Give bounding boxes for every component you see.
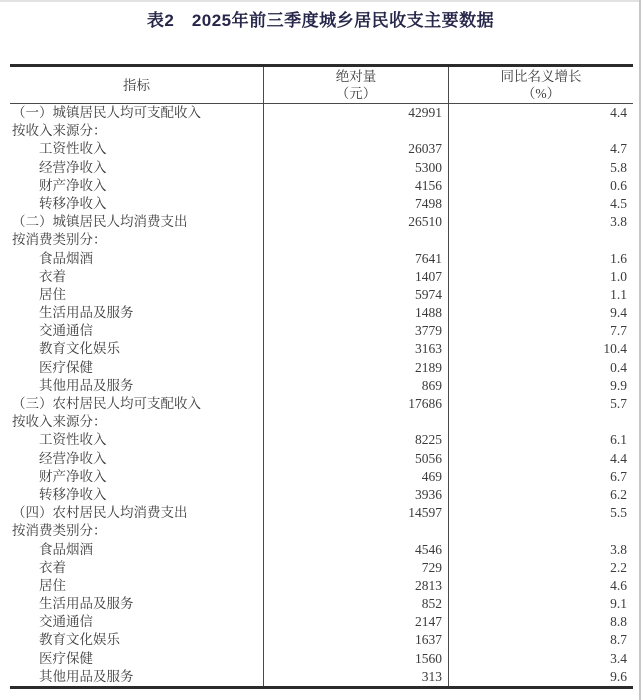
income-expenditure-table <box>10 64 633 689</box>
row-growth-value: 6.7 <box>448 468 633 486</box>
row-indicator-label: 按消费类别分： <box>12 232 107 248</box>
row-absolute-value: 1407 <box>263 268 448 286</box>
table-row <box>10 377 633 395</box>
row-absolute-value: 5300 <box>263 159 448 177</box>
header-indicator-label: 指标 <box>123 77 150 93</box>
table-row <box>10 231 633 249</box>
row-indicator-label: 食品烟酒 <box>39 541 93 557</box>
row-growth-value: 9.6 <box>448 668 633 686</box>
table-row <box>10 577 633 595</box>
row-growth-value: 8.8 <box>448 613 633 631</box>
row-growth-value: 4.7 <box>448 140 633 158</box>
table-header-row <box>10 67 633 104</box>
row-indicator-label: 交通通信 <box>39 323 93 339</box>
row-absolute-value: 5974 <box>263 286 448 304</box>
table-row <box>10 268 633 286</box>
row-growth-value: 7.7 <box>448 322 633 340</box>
row-absolute-value: 7498 <box>263 195 448 213</box>
row-growth-value: 1.6 <box>448 250 633 268</box>
row-absolute-value: 7641 <box>263 250 448 268</box>
row-indicator-label: 生活用品及服务 <box>39 305 134 321</box>
row-growth-value: 5.5 <box>448 504 633 522</box>
row-indicator-label: 生活用品及服务 <box>39 596 134 612</box>
row-absolute-value: 2813 <box>263 577 448 595</box>
row-indicator-label: 教育文化娱乐 <box>39 341 120 357</box>
row-absolute-value: 8225 <box>263 431 448 449</box>
row-indicator-label: 食品烟酒 <box>39 250 93 266</box>
row-absolute-value <box>263 231 448 249</box>
row-indicator-label: （一）城镇居民人均可支配收入 <box>12 105 201 120</box>
row-growth-value: 1.0 <box>448 268 633 286</box>
row-absolute-value: 2189 <box>263 359 448 377</box>
header-absolute-line2: （元） <box>335 86 377 101</box>
row-absolute-value: 313 <box>263 668 448 686</box>
row-growth-value <box>448 522 633 540</box>
row-growth-value: 0.6 <box>448 177 633 195</box>
row-growth-value: 9.1 <box>448 595 633 613</box>
table-row <box>10 213 633 231</box>
row-indicator-label: 其他用品及服务 <box>39 377 134 393</box>
row-indicator-label: 经营净收入 <box>39 450 107 466</box>
row-growth-value: 8.7 <box>448 631 633 649</box>
row-indicator-label: 衣着 <box>39 268 66 284</box>
row-indicator-label: （二）城镇居民人均消费支出 <box>12 214 188 230</box>
row-indicator-label: 居住 <box>39 286 66 302</box>
table-row <box>10 522 633 540</box>
header-growth-line1: 同比名义增长 <box>500 69 582 84</box>
row-absolute-value: 4546 <box>263 541 448 559</box>
row-absolute-value: 3936 <box>263 486 448 504</box>
row-indicator-label: （四）农村居民人均消费支出 <box>12 505 188 521</box>
row-indicator-label: 居住 <box>39 577 66 593</box>
row-growth-value: 10.4 <box>448 340 633 358</box>
table-row <box>10 304 633 322</box>
row-growth-value: 9.4 <box>448 304 633 322</box>
row-growth-value: 9.9 <box>448 377 633 395</box>
row-absolute-value: 26510 <box>263 213 448 231</box>
row-absolute-value: 1560 <box>263 650 448 668</box>
header-indicator <box>10 67 263 103</box>
table-row <box>10 195 633 213</box>
table-row <box>10 250 633 268</box>
row-indicator-label: 工资性收入 <box>39 432 107 448</box>
table-row <box>10 140 633 158</box>
header-growth <box>448 67 633 103</box>
row-growth-value: 4.4 <box>448 450 633 468</box>
row-indicator-label: 其他用品及服务 <box>39 668 134 684</box>
table-row <box>10 286 633 304</box>
row-indicator-label: 财产净收入 <box>39 468 107 484</box>
row-growth-value: 2.2 <box>448 559 633 577</box>
row-absolute-value: 852 <box>263 595 448 613</box>
table-row <box>10 541 633 559</box>
row-growth-value: 4.5 <box>448 195 633 213</box>
row-growth-value: 3.4 <box>448 650 633 668</box>
table-row <box>10 559 633 577</box>
row-absolute-value: 4156 <box>263 177 448 195</box>
row-absolute-value: 869 <box>263 377 448 395</box>
table-row <box>10 631 633 649</box>
row-indicator-label: 衣着 <box>39 559 66 575</box>
row-indicator-label: 经营净收入 <box>39 159 107 175</box>
row-growth-value: 6.1 <box>448 431 633 449</box>
row-indicator-label: 按收入来源分： <box>12 414 107 430</box>
row-absolute-value: 26037 <box>263 140 448 158</box>
row-growth-value: 6.2 <box>448 486 633 504</box>
header-absolute-amount <box>263 67 448 103</box>
table-row <box>10 322 633 340</box>
row-growth-value <box>448 413 633 431</box>
row-indicator-label: 按收入来源分： <box>12 123 107 139</box>
table-body <box>10 104 633 686</box>
row-growth-value: 3.8 <box>448 541 633 559</box>
row-absolute-value: 3163 <box>263 340 448 358</box>
row-absolute-value: 5056 <box>263 450 448 468</box>
row-absolute-value: 729 <box>263 559 448 577</box>
row-growth-value: 0.4 <box>448 359 633 377</box>
table-row <box>10 468 633 486</box>
row-indicator-label: 按消费类别分： <box>12 523 107 539</box>
row-indicator-label: 转移净收入 <box>39 486 107 502</box>
row-indicator-label: 转移净收入 <box>39 195 107 211</box>
table-row <box>10 613 633 631</box>
row-indicator-label: 教育文化娱乐 <box>39 632 120 648</box>
row-indicator-label: 财产净收入 <box>39 177 107 193</box>
row-absolute-value: 1637 <box>263 631 448 649</box>
table-row <box>10 668 633 686</box>
table-row <box>10 650 633 668</box>
row-growth-value <box>448 231 633 249</box>
table-row <box>10 177 633 195</box>
row-absolute-value: 42991 <box>263 104 448 122</box>
row-indicator-label: 交通通信 <box>39 614 93 630</box>
table-row <box>10 159 633 177</box>
row-absolute-value <box>263 413 448 431</box>
row-growth-value: 3.8 <box>448 213 633 231</box>
table-row <box>10 122 633 140</box>
row-absolute-value: 469 <box>263 468 448 486</box>
row-indicator-label: （三）农村居民人均可支配收入 <box>12 396 201 411</box>
page-title: 表2 2025年前三季度城乡居民收支主要数据 <box>146 11 495 30</box>
row-absolute-value: 2147 <box>263 613 448 631</box>
row-absolute-value: 1488 <box>263 304 448 322</box>
table-row <box>10 104 633 122</box>
row-growth-value <box>448 122 633 140</box>
table-row <box>10 395 633 413</box>
row-growth-value: 5.7 <box>448 395 633 413</box>
table-row <box>10 450 633 468</box>
table-row <box>10 431 633 449</box>
row-growth-value: 1.1 <box>448 286 633 304</box>
table-row <box>10 504 633 522</box>
page-top-edge-line <box>0 0 641 2</box>
table-row <box>10 359 633 377</box>
row-growth-value: 4.6 <box>448 577 633 595</box>
header-growth-line2: （%） <box>521 86 561 101</box>
header-absolute-line1: 绝对量 <box>335 69 377 84</box>
row-indicator-label: 医疗保健 <box>39 650 93 666</box>
row-growth-value: 5.8 <box>448 159 633 177</box>
row-absolute-value: 17686 <box>263 395 448 413</box>
row-absolute-value <box>263 522 448 540</box>
row-growth-value: 4.4 <box>448 104 633 122</box>
table-row <box>10 595 633 613</box>
row-absolute-value: 14597 <box>263 504 448 522</box>
row-absolute-value: 3779 <box>263 322 448 340</box>
row-indicator-label: 工资性收入 <box>39 141 107 157</box>
table-row <box>10 413 633 431</box>
row-absolute-value <box>263 122 448 140</box>
table-row <box>10 486 633 504</box>
table-row <box>10 340 633 358</box>
row-indicator-label: 医疗保健 <box>39 359 93 375</box>
